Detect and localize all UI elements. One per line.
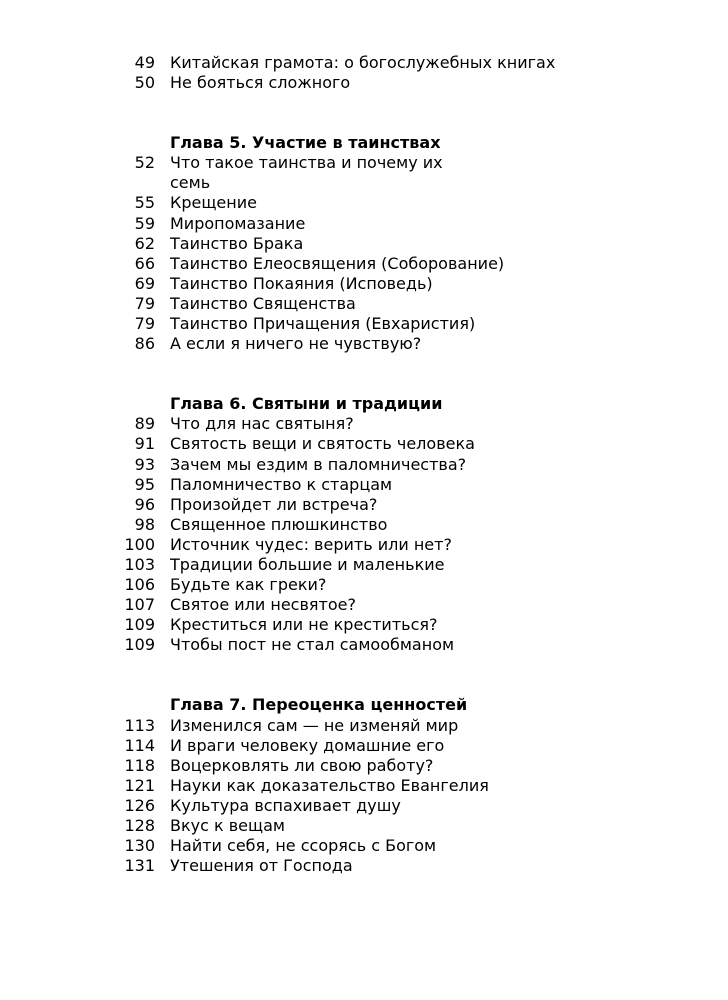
- page-number: 126: [124, 795, 155, 815]
- page-number: 130: [124, 836, 155, 856]
- toc-entry[interactable]: [0, 515, 728, 535]
- page-number: 79: [134, 293, 155, 313]
- page-number: 79: [134, 314, 155, 334]
- toc-entry[interactable]: [0, 856, 728, 876]
- page-number: 66: [134, 253, 155, 273]
- page-number: 96: [134, 494, 155, 514]
- page-number: 50: [134, 73, 155, 93]
- page-number: 62: [134, 233, 155, 253]
- table-of-contents: [0, 53, 728, 876]
- toc-entry[interactable]: [0, 294, 728, 314]
- toc-entry[interactable]: [0, 274, 728, 294]
- entry-title: Источник чудес: верить или нет?: [170, 534, 452, 554]
- page-number: 98: [134, 514, 155, 534]
- entry-title: Традиции большие и маленькие: [170, 554, 445, 574]
- chapter-6-section: [0, 394, 728, 655]
- chapter-heading: Глава 5. Участие в таинствах: [170, 133, 441, 153]
- page-number: 93: [134, 454, 155, 474]
- chapter-heading: Глава 6. Святыни и традиции: [170, 394, 443, 414]
- entry-title: Произойдет ли встреча?: [170, 494, 378, 514]
- toc-entry[interactable]: [0, 615, 728, 635]
- toc-entry[interactable]: [0, 736, 728, 756]
- entry-title: Святость вещи и святость человека: [170, 434, 475, 454]
- toc-entry[interactable]: [0, 455, 728, 475]
- page-number: 109: [124, 635, 155, 655]
- chapter-heading: Глава 7. Переоценка ценностей: [170, 695, 468, 715]
- entry-title: Таинство Брака: [170, 233, 304, 253]
- entry-title: Миропомазание: [170, 213, 306, 233]
- entry-title: Найти себя, не ссорясь с Богом: [170, 836, 437, 856]
- toc-entry[interactable]: [0, 756, 728, 776]
- toc-entry[interactable]: [0, 334, 728, 354]
- toc-entry[interactable]: [0, 816, 728, 836]
- page-number: 128: [124, 816, 155, 835]
- entry-title: Таинство Священства: [170, 293, 356, 313]
- page-number: 131: [124, 856, 155, 876]
- page-number: 52: [134, 153, 155, 173]
- chapter-7-section: [0, 695, 728, 876]
- page-number: 118: [124, 755, 155, 775]
- entry-title: Вкус к вещам: [170, 816, 285, 835]
- entry-title: А если я ничего не чувствую?: [170, 334, 422, 354]
- toc-entry[interactable]: [0, 234, 728, 254]
- page-number: 114: [124, 735, 155, 755]
- toc-entry[interactable]: [0, 73, 728, 93]
- page-number: 89: [134, 414, 155, 434]
- entry-title: Изменился сам — не изменяй мир: [170, 715, 459, 735]
- entry-title: Крещение: [170, 193, 257, 213]
- entry-title: Культура вспахивает душу: [170, 795, 401, 815]
- toc-entry[interactable]: [0, 254, 728, 274]
- page-number: 109: [124, 615, 155, 635]
- entry-title: Воцерковлять ли свою работу?: [170, 755, 434, 775]
- entry-title: Что для нас святыня?: [170, 414, 354, 434]
- entry-title: Таинство Причащения (Евхаристия): [170, 314, 476, 334]
- toc-entry[interactable]: [0, 555, 728, 575]
- entry-title: Будьте как греки?: [170, 575, 327, 595]
- chapter-5-section: [0, 133, 728, 354]
- entry-title: Священное плюшкинство: [170, 514, 388, 534]
- page-number: 86: [134, 334, 155, 354]
- entry-title: Утешения от Господа: [170, 856, 353, 876]
- toc-entry[interactable]: [0, 595, 728, 615]
- page-number: 103: [124, 554, 155, 574]
- toc-entry[interactable]: [0, 414, 728, 434]
- toc-entry[interactable]: [0, 495, 728, 515]
- page-number: 91: [134, 434, 155, 454]
- page-number: 55: [134, 193, 155, 213]
- entry-title: Таинство Елеосвящения (Соборование): [170, 253, 505, 273]
- page-number: 95: [134, 474, 155, 494]
- entry-title: Креститься или не креститься?: [170, 615, 438, 635]
- entry-title: Святое или несвятое?: [170, 595, 356, 615]
- toc-entry[interactable]: [0, 716, 728, 736]
- toc-entry[interactable]: [0, 314, 728, 334]
- toc-entry[interactable]: [0, 776, 728, 796]
- entry-title: Китайская грамота: о богослужебных книгах: [170, 53, 556, 72]
- toc-entry[interactable]: [0, 193, 728, 213]
- entry-title: Не бояться сложного: [170, 73, 351, 93]
- page-number: 121: [124, 775, 155, 795]
- entry-title: Что такое таинства и почему их семь: [170, 153, 443, 193]
- toc-entry[interactable]: [0, 153, 728, 193]
- entry-title: Чтобы пост не стал самообманом: [170, 635, 455, 655]
- entry-title: Паломничество к старцам: [170, 474, 393, 494]
- page-number: 106: [124, 575, 155, 595]
- entry-title: И враги человеку домашние его: [170, 735, 445, 755]
- entry-title: Таинство Покаяния (Исповедь): [170, 273, 433, 293]
- toc-entry[interactable]: [0, 836, 728, 856]
- page-number: 49: [134, 53, 155, 72]
- page-number: 113: [124, 715, 155, 735]
- intro-section: [0, 53, 728, 93]
- toc-entry[interactable]: [0, 635, 728, 655]
- toc-entry[interactable]: [0, 796, 728, 816]
- page-number: 100: [124, 534, 155, 554]
- page-number: 59: [134, 213, 155, 233]
- toc-entry[interactable]: [0, 53, 728, 73]
- entry-title: Науки как доказательство Евангелия: [170, 775, 489, 795]
- toc-entry[interactable]: [0, 535, 728, 555]
- page-number: 107: [124, 595, 155, 615]
- toc-entry[interactable]: [0, 475, 728, 495]
- toc-entry[interactable]: [0, 214, 728, 234]
- entry-title: Зачем мы ездим в паломничества?: [170, 454, 467, 474]
- page-number: 69: [134, 273, 155, 293]
- toc-entry[interactable]: [0, 434, 728, 454]
- toc-entry[interactable]: [0, 575, 728, 595]
